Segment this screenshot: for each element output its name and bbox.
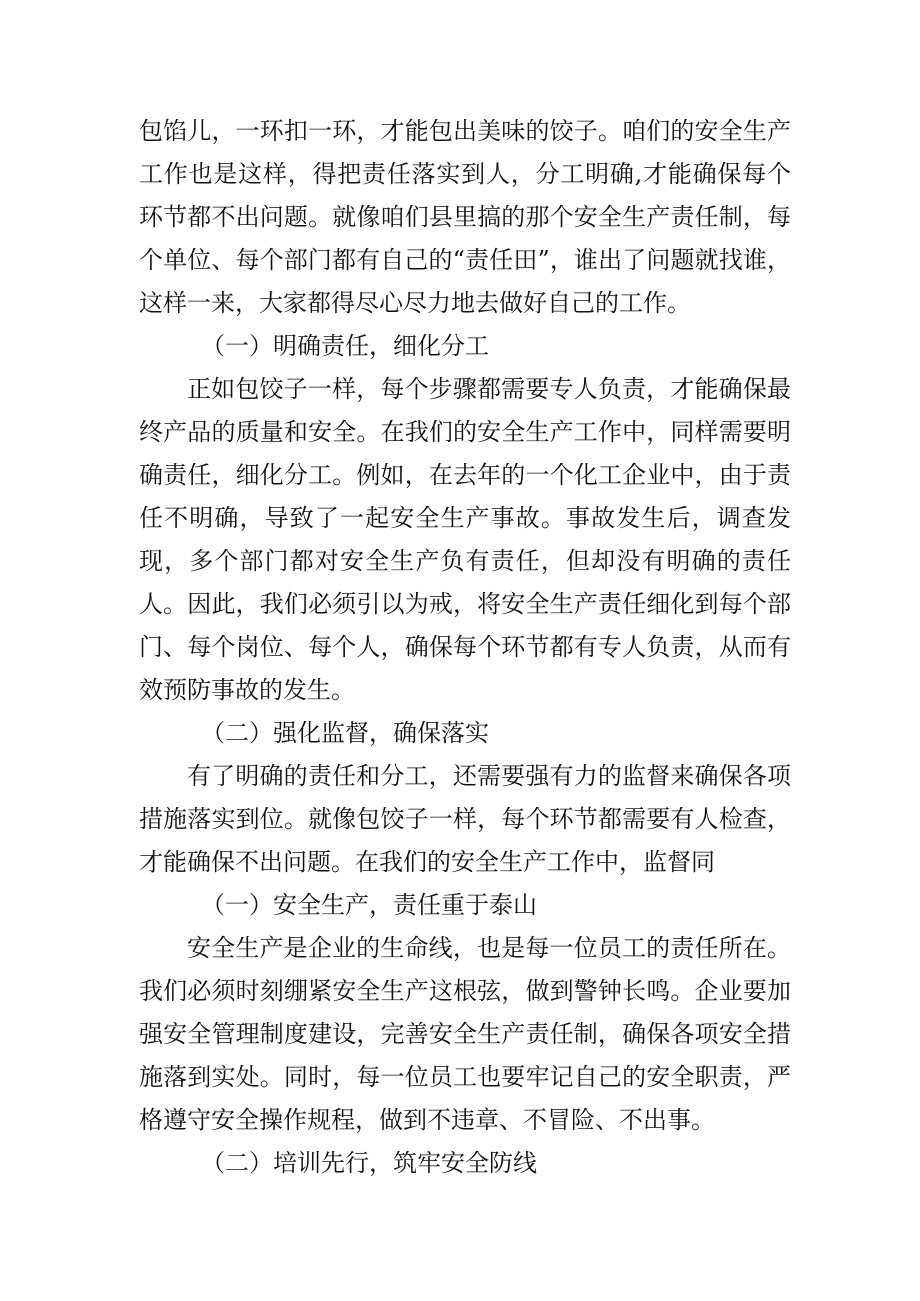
- section-heading-training-first: （二）培训先行，筑牢安全防线: [201, 1149, 537, 1177]
- section-heading-strengthen-supervision: （二）强化监督，确保落实: [201, 719, 489, 747]
- document-body: [139, 110, 791, 1185]
- paragraph-safety-production: 安全生产是企业的生命线，也是每一位员工的责任所在。我们必须时刻绷紧安全生产这根弦，做到警钟长鸣。企业要加强安全管理制度建设，完善安全生产责任制，确保各项安全措施落到实处。同时，每一位员工也要牢记自己的安全职责，严格遵守安全操作规程，做到不违章、不冒险、不出事。: [139, 934, 791, 1134]
- section-heading-clarify-responsibility: （一）明确责任，细化分工: [201, 332, 489, 360]
- paragraph-continued: 包馅儿，一环扣一环，才能包出美味的饺子。咱们的安全生产工作也是这样，得把责任落实到人，分工明确,才能确保每个环节都不出问题。就像咱们县里搞的那个安全生产责任制，每个单位、每个部门都有自己的“责任田”，谁出了问题就找谁，这样一来，大家都得尽心尽力地去做好自己的工作。: [139, 117, 791, 317]
- section-heading-safety-production: （一）安全生产，责任重于泰山: [201, 891, 537, 919]
- paragraph-supervision: 有了明确的责任和分工，还需要强有力的监督来确保各项措施落实到位。就像包饺子一样，每个环节都需要有人检查，才能确保不出问题。在我们的安全生产工作中，监督同: [139, 762, 791, 876]
- paragraph-responsibility: 正如包饺子一样，每个步骤都需要专人负责，才能确保最终产品的质量和安全。在我们的安全生产工作中，同样需要明确责任，细化分工。例如，在去年的一个化工企业中，由于责任不明确，导致了一起安全生产事故。事故发生后，调查发现，多个部门都对安全生产负有责任，但却没有明确的责任人。因此，我们必须引以为戒，将安全生产责任细化到每个部门、每个岗位、每个人，确保每个环节都有专人负责，从而有效预防事故的发生。: [139, 375, 791, 704]
